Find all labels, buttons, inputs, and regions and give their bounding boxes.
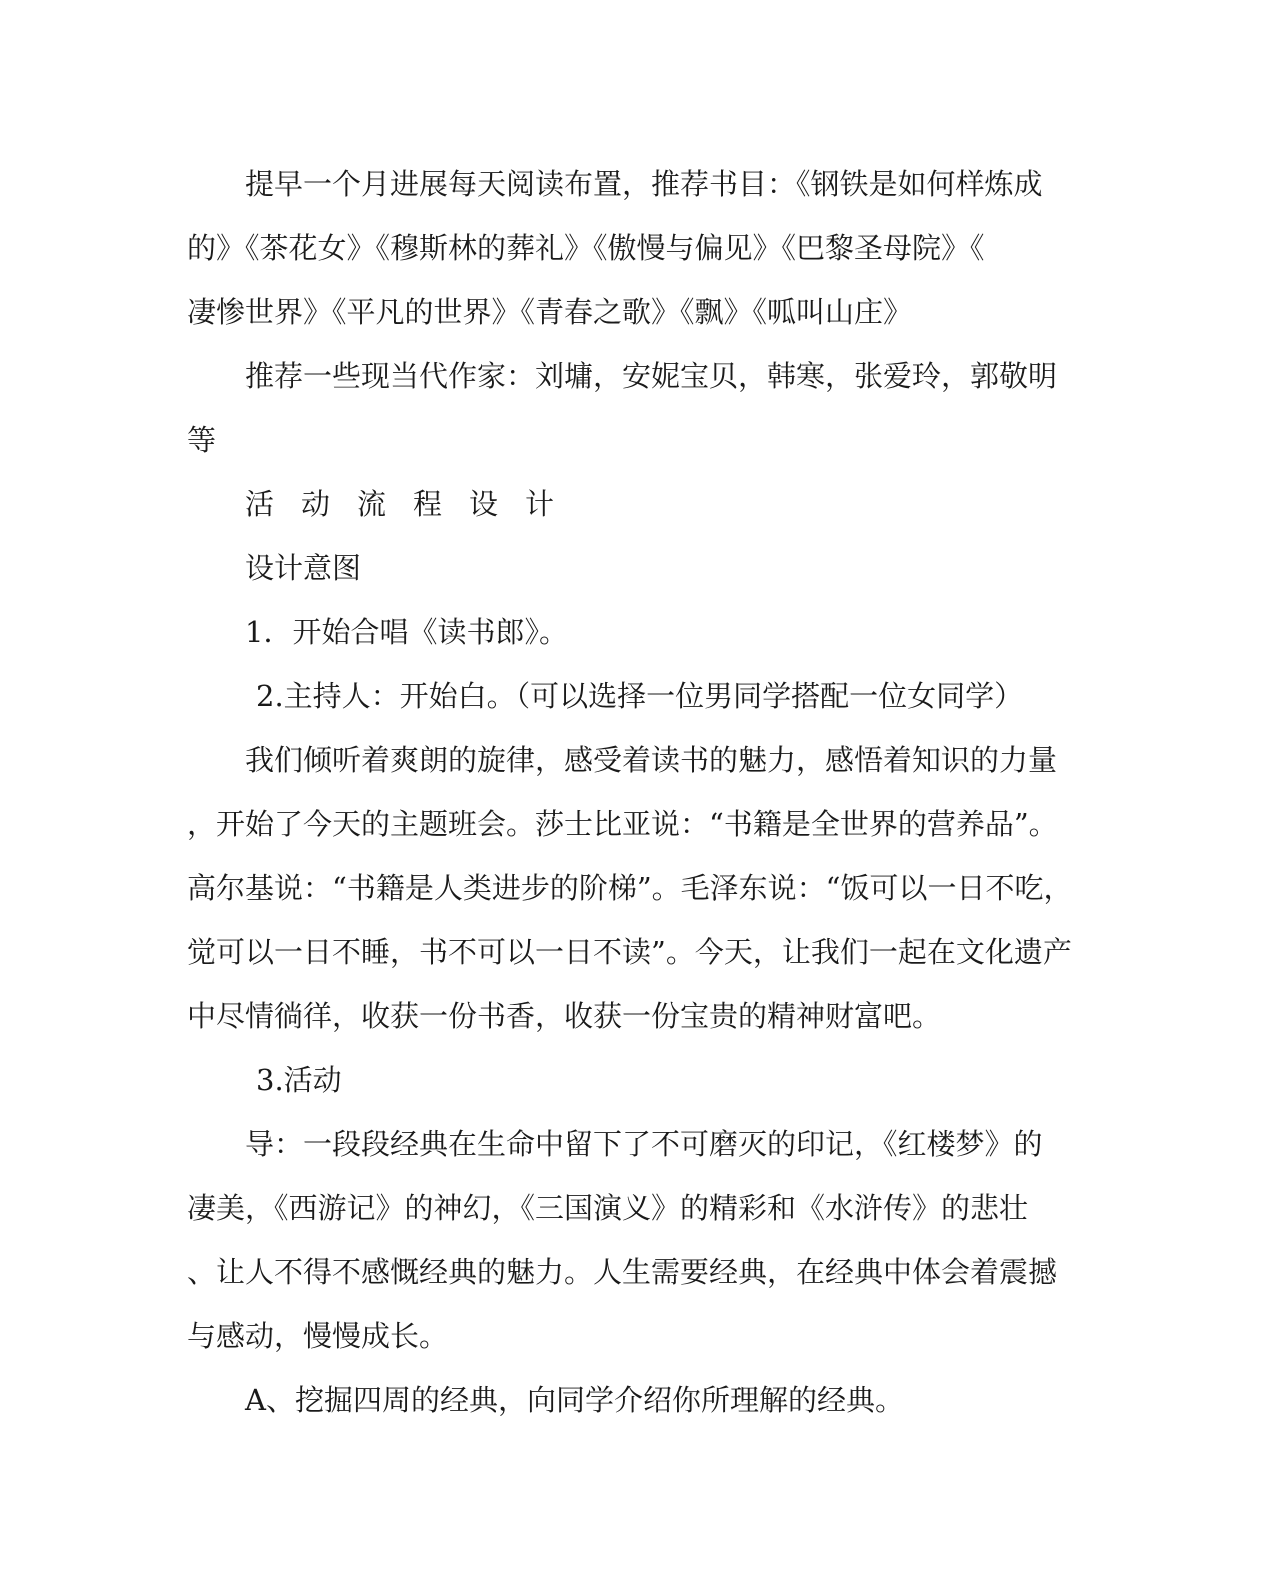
list-item: 3.活动 — [256, 1063, 342, 1097]
section-heading: 活动流程设计 — [245, 487, 582, 521]
paragraph-line: 中尽情徜徉，收获一份书香，收获一份宝贵的精神财富吧。 — [187, 999, 942, 1033]
paragraph-line: 导：一段段经典在生命中留下了不可磨灭的印记，《红楼梦》的 — [245, 1127, 1043, 1161]
paragraph-line: 高尔基说：“书籍是人类进步的阶梯”。毛泽东说：“饭可以一日不吃， — [187, 871, 1073, 905]
paragraph-line: A、挖掘四周的经典，向同学介绍你所理解的经典。 — [245, 1383, 904, 1417]
list-item: 1．开始合唱《读书郎》。 — [245, 615, 568, 649]
section-subheading: 设计意图 — [245, 551, 362, 585]
paragraph-line: 凄惨世界》《平凡的世界》《青春之歌》《飘》《呱叫山庄》 — [187, 295, 913, 329]
paragraph-line: 、让人不得不感慨经典的魅力。人生需要经典，在经典中体会着震撼 — [187, 1255, 1058, 1289]
paragraph-line: 的》《茶花女》《穆斯林的葬礼》《傲慢与偏见》《巴黎圣母院》《 — [187, 231, 985, 265]
paragraph-line: 凄美，《西游记》的神幻，《三国演义》的精彩和《水浒传》的悲壮 — [187, 1191, 1029, 1225]
paragraph-line: 提早一个月进展每天阅读布置，推荐书目：《钢铁是如何样炼成 — [245, 167, 1043, 201]
paragraph-line: ，开始了今天的主题班会。莎士比亚说：“书籍是全世界的营养品”。 — [187, 807, 1058, 841]
paragraph-line: 觉可以一日不睡，书不可以一日不读”。今天，让我们一起在文化遗产 — [187, 935, 1072, 969]
paragraph-line: 推荐一些现当代作家：刘墉，安妮宝贝，韩寒，张爱玲，郭敬明 — [245, 359, 1058, 393]
paragraph-line: 我们倾听着爽朗的旋律，感受着读书的魅力，感悟着知识的力量 — [245, 743, 1058, 777]
list-item: 2.主持人：开始白。（可以选择一位男同学搭配一位女同学） — [256, 679, 1024, 713]
paragraph-line: 与感动，慢慢成长。 — [187, 1319, 449, 1353]
paragraph-line: 等 — [187, 423, 217, 457]
